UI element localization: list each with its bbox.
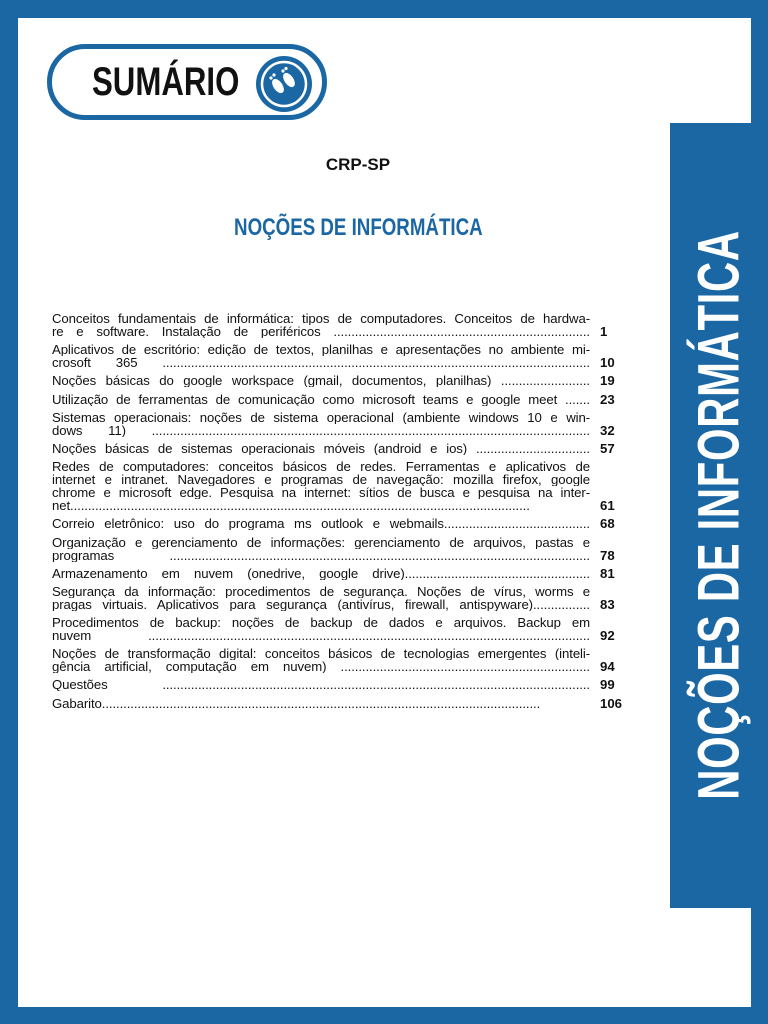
toc-entry-line: Questões ........................................................................................................................ (52, 678, 590, 692)
toc-page-number: 83 (600, 596, 615, 612)
table-of-contents (52, 312, 627, 715)
toc-entry-line: Utilização de ferramentas de comunicação como microsoft teams e google meet ....... (52, 392, 590, 406)
toc-page-number: 32 (600, 422, 615, 438)
toc-entry-line: Noções básicas de sistemas operacionais móveis (android e ios) ................................ (52, 441, 590, 455)
toc-entry-line: Sistemas operacionais: noções de sistema operacional (ambiente windows 10 e win- (52, 410, 590, 424)
toc-entry-line: programas ...................................................................................................................... (52, 548, 590, 562)
toc-entry-line: net................................................................................................................................. (52, 499, 530, 513)
toc-page-number: 106 (600, 695, 623, 711)
toc-entry[interactable] (52, 312, 627, 338)
toc-entry[interactable] (52, 393, 627, 406)
organization-title: CRP-SP (325, 155, 391, 174)
toc-page-number: 68 (600, 516, 615, 532)
toc-entry-line: Armazenamento em nuvem (onedrive, google drive).................................................... (52, 566, 590, 580)
summary-title: SUMÁRIO (92, 60, 240, 104)
toc-entry[interactable] (52, 343, 627, 369)
toc-entry-line: gência artificial, computação em nuvem) ...................................................................... (52, 660, 590, 674)
toc-page-number: 81 (600, 565, 615, 581)
toc-entry[interactable] (52, 442, 627, 455)
toc-entry-line: internet e intranet. Navegadores e programas de navegação: mozilla firefox, google (52, 473, 590, 487)
toc-entry[interactable] (52, 697, 627, 710)
toc-entry-line: Conceitos fundamentais de informática: tipos de computadores. Conceitos de hardwa- (52, 312, 590, 325)
toc-entry[interactable] (52, 536, 627, 562)
footprints-logo-icon (256, 56, 312, 112)
toc-entry-line: nuvem ............................................................................................................................ (52, 629, 590, 643)
subject-title-text: NOÇÕES DE INFORMÁTICA (233, 214, 483, 241)
toc-entry[interactable] (52, 411, 627, 437)
toc-entry[interactable] (52, 616, 627, 642)
toc-entry-line: Organização e gerenciamento de informações: gerenciamento de arquivos, pastas e (52, 535, 590, 549)
toc-entry[interactable] (52, 460, 627, 512)
toc-entry-line: Procedimentos de backup: noções de backup de dados e arquivos. Backup em (52, 616, 590, 630)
toc-page-number: 99 (600, 677, 615, 693)
toc-page-number: 19 (600, 373, 615, 389)
toc-page-number: 94 (600, 659, 615, 675)
summary-header (47, 44, 327, 120)
toc-entry-line: Noções básicas do google workspace (gmail, documentos, planilhas) ......................... (52, 374, 590, 388)
toc-entry[interactable] (52, 678, 627, 691)
toc-entry[interactable] (52, 647, 627, 673)
toc-page-number: 10 (600, 355, 615, 371)
toc-entry[interactable] (52, 567, 627, 580)
toc-entry-line: Aplicativos de escritório: edição de textos, planilhas e apresentações no ambiente mi- (52, 343, 590, 357)
toc-entry[interactable] (52, 585, 627, 611)
toc-entry-line: Noções de transformação digital: conceitos básicos de tecnologias emergentes (inteli- (52, 647, 590, 661)
toc-page-number: 57 (600, 440, 615, 456)
toc-entry-line: Gabarito........................................................................................................................... (52, 696, 541, 710)
side-subject-label: NOÇÕES DE INFORMÁTICA (686, 230, 752, 800)
toc-page-number: 78 (600, 547, 615, 563)
toc-page-number: 23 (600, 391, 615, 407)
toc-entry-line: Segurança da informação: procedimentos de segurança. Noções de vírus, worms e (52, 584, 590, 598)
toc-page-number: 61 (600, 498, 615, 514)
toc-page-number: 1 (600, 324, 608, 339)
toc-entry-line: dows 11) ........................................................................................................................... (52, 423, 590, 437)
toc-entry-line: crosoft 365 ........................................................................................................................ (52, 356, 590, 370)
toc-entry-line: Redes de computadores: conceitos básicos de redes. Ferramentas e aplicativos de (52, 460, 590, 474)
toc-entry-line: chrome e microsoft edge. Pesquisa na internet: sítios de busca e pesquisa na inter- (52, 486, 590, 500)
toc-entry-line: pragas virtuais. Aplicativos para segurança (antivírus, firewall, antispyware)................ (52, 597, 590, 611)
toc-entry-line: Correio eletrônico: uso do programa ms outlook e webmails......................................... (52, 517, 590, 531)
toc-page-number: 92 (600, 628, 615, 644)
subject-title (0, 214, 716, 242)
toc-entry-line: re e software. Instalação de periféricos ........................................................................ (52, 325, 590, 338)
toc-entry[interactable] (52, 374, 627, 387)
toc-entry[interactable] (52, 517, 627, 530)
